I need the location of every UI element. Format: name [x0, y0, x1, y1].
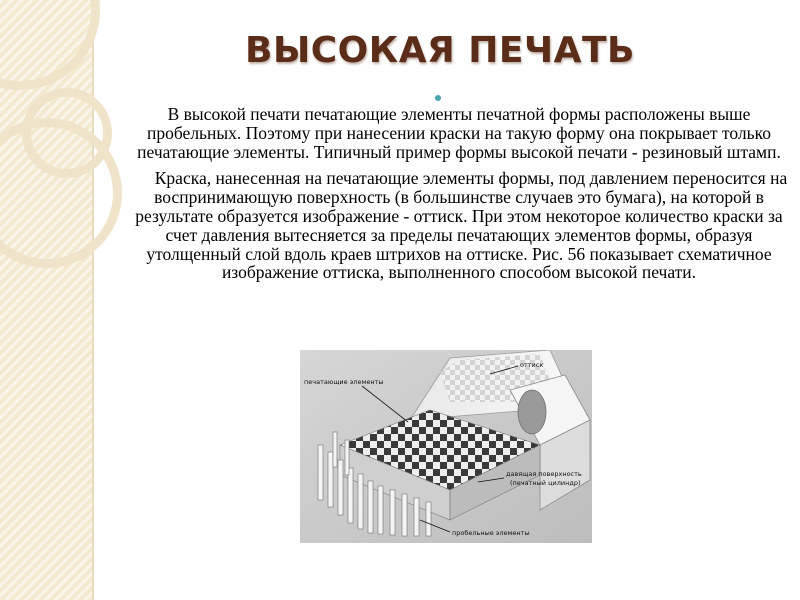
- label-print: оттиск: [520, 361, 544, 369]
- bullet-icon: [435, 95, 441, 101]
- sidebar-edge: [92, 0, 94, 600]
- letterpress-figure: [300, 350, 592, 543]
- slide-title: ВЫСОКАЯ ПЕЧАТЬ: [245, 30, 635, 71]
- label-printing-elements: печатающие элементы: [304, 378, 384, 386]
- label-pressure-surface-cylinder: (печатный цилиндр): [510, 479, 581, 487]
- cylinder-hole: [518, 390, 546, 434]
- slide-body: [126, 105, 792, 290]
- label-pressure-surface: давящая поверхность: [506, 470, 582, 478]
- paragraph-2: Краска, нанесенная на печатающие элементы формы, под давлением переносится на воспринимающую поверхность (в большинстве случаев это бумага), на которой в результате образуется изображение - оттиск. При этом некоторое количество краски за счет давления вытесняется за пределы печатающих элементов формы, образуя утолщенный слой вдоль краев штрихов на оттиске. Рис. 56 показывает схематичное изображение оттиска, выполненного способом высокой печати.: [135, 168, 788, 283]
- letterpress-diagram: [300, 350, 592, 543]
- paragraph-1: В высокой печати печатающие элементы печатной формы расположены выше пробельных. Поэтому при нанесении краски на такую форму она покрывает только печатающие элементы. Типичный пример формы высокой печати - резиновый штамп.: [137, 104, 781, 162]
- label-blank-elements: пробельные элементы: [452, 529, 530, 537]
